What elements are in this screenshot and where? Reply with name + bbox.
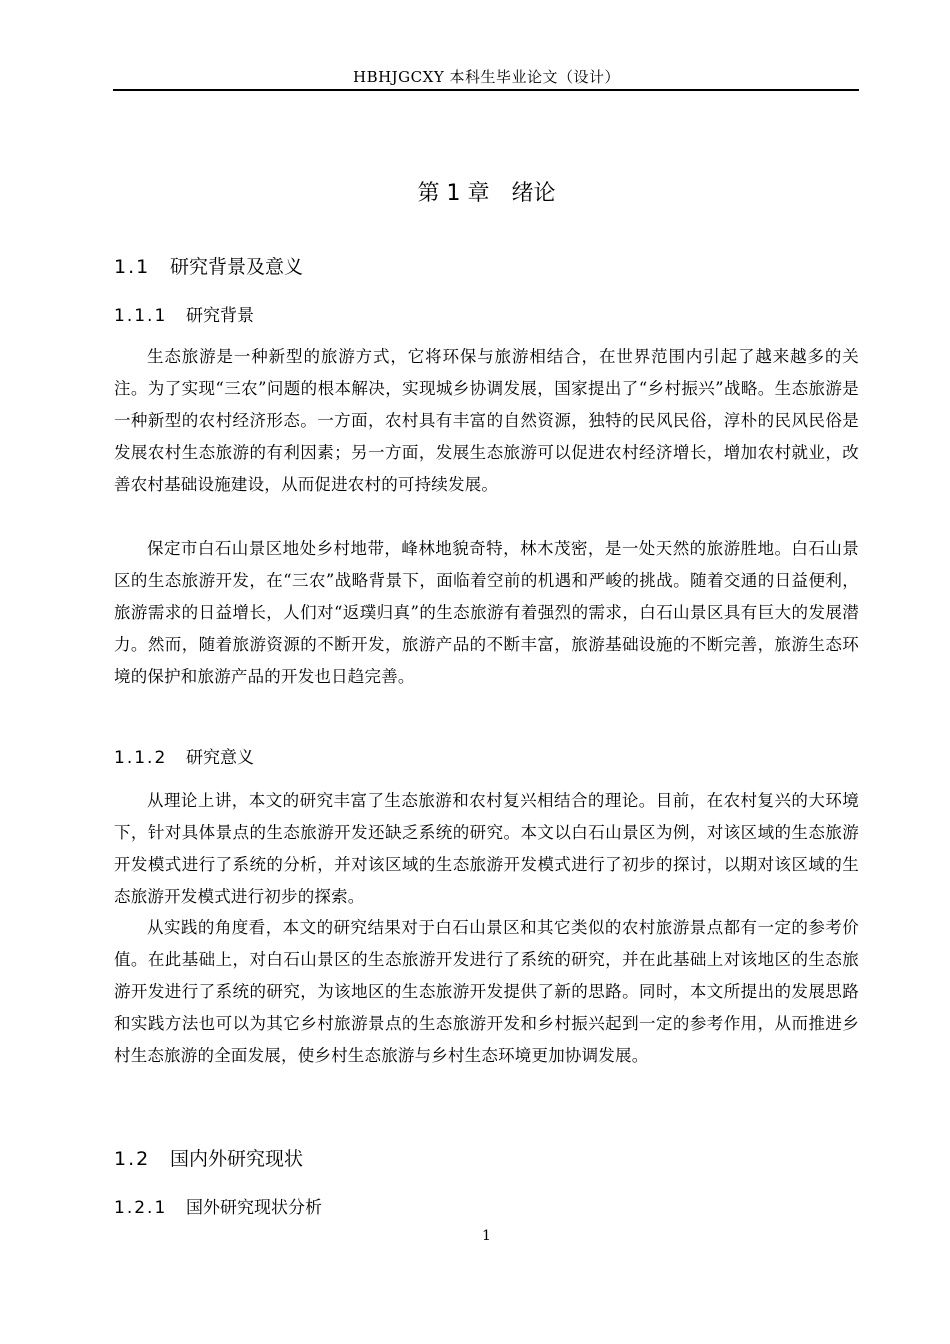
section-title: 研究背景及意义 [170, 256, 304, 278]
section-title: 国内外研究现状 [170, 1148, 304, 1170]
chapter-title [114, 178, 859, 210]
header-rule [113, 89, 859, 91]
chapter-number: 第 1 章 [417, 181, 490, 206]
subsection-title: 研究意义 [186, 748, 254, 768]
paragraph-significance-2: 从实践的角度看，本文的研究结果对于白石山景区和其它类似的农村旅游景点都有一定的参考价值。在此基础上，对白石山景区的生态旅游开发进行了系统的研究，并在此基础上对该地区的生态旅游开发进行了系统的研究，为该地区的生态旅游开发提供了新的思路。同时，本文所提出的发展思路和实践方法也可以为其它乡村旅游景点的生态旅游开发和乡村振兴起到一定的参考作用，从而推进乡村生态旅游的全面发展，使乡村生态旅游与乡村生态环境更加协调发展。 [114, 918, 859, 1065]
subsection-number: 1.1.2 [114, 748, 168, 768]
page-number: 1 [482, 1228, 491, 1244]
subsection-heading-1-1-2 [114, 746, 254, 770]
subsection-title: 国外研究现状分析 [186, 1198, 322, 1218]
section-number: 1.2 [114, 1148, 151, 1170]
subsection-heading-1-1-1 [114, 304, 254, 328]
running-header: HBHJGCXY 本科生毕业论文（设计） [352, 68, 620, 86]
paragraph-significance-1: 从理论上讲，本文的研究丰富了生态旅游和农村复兴相结合的理论。目前，在农村复兴的大环境下，针对具体景点的生态旅游开发还缺乏系统的研究。本文以白石山景区为例，对该区域的生态旅游开发模式进行了系统的分析，并对该区域的生态旅游开发模式进行了初步的探讨，以期对该区域的生态旅游开发模式进行初步的探索。 [114, 791, 859, 906]
subsection-title: 研究背景 [186, 306, 254, 326]
chapter-name: 绪论 [511, 181, 556, 206]
paragraph-background-1: 生态旅游是一种新型的旅游方式，它将环保与旅游相结合，在世界范围内引起了越来越多的关注。为了实现“三农”问题的根本解决，实现城乡协调发展，国家提出了“乡村振兴”战略。生态旅游是一种新型的农村经济形态。一方面，农村具有丰富的自然资源，独特的民风民俗，淳朴的民风民俗是发展农村生态旅游的有利因素；另一方面，发展生态旅游可以促进农村经济增长，增加农村就业，改善农村基础设施建设，从而促进农村的可持续发展。 [114, 347, 859, 494]
paragraph-background-2: 保定市白石山景区地处乡村地带，峰林地貌奇特，林木茂密，是一处天然的旅游胜地。白石山景区的生态旅游开发，在“三农”战略背景下，面临着空前的机遇和严峻的挑战。随着交通的日益便利，旅游需求的日益增长，人们对“返璞归真”的生态旅游有着强烈的需求，白石山景区具有巨大的发展潜力。然而，随着旅游资源的不断开发，旅游产品的不断丰富，旅游基础设施的不断完善，旅游生态环境的保护和旅游产品的开发也日趋完善。 [114, 539, 859, 686]
subsection-heading-1-2-1 [114, 1196, 322, 1220]
section-heading-1-2 [114, 1146, 303, 1172]
subsection-number: 1.2.1 [114, 1198, 168, 1218]
section-number: 1.1 [114, 256, 151, 278]
subsection-number: 1.1.1 [114, 306, 168, 326]
section-heading-1-1 [114, 254, 303, 280]
